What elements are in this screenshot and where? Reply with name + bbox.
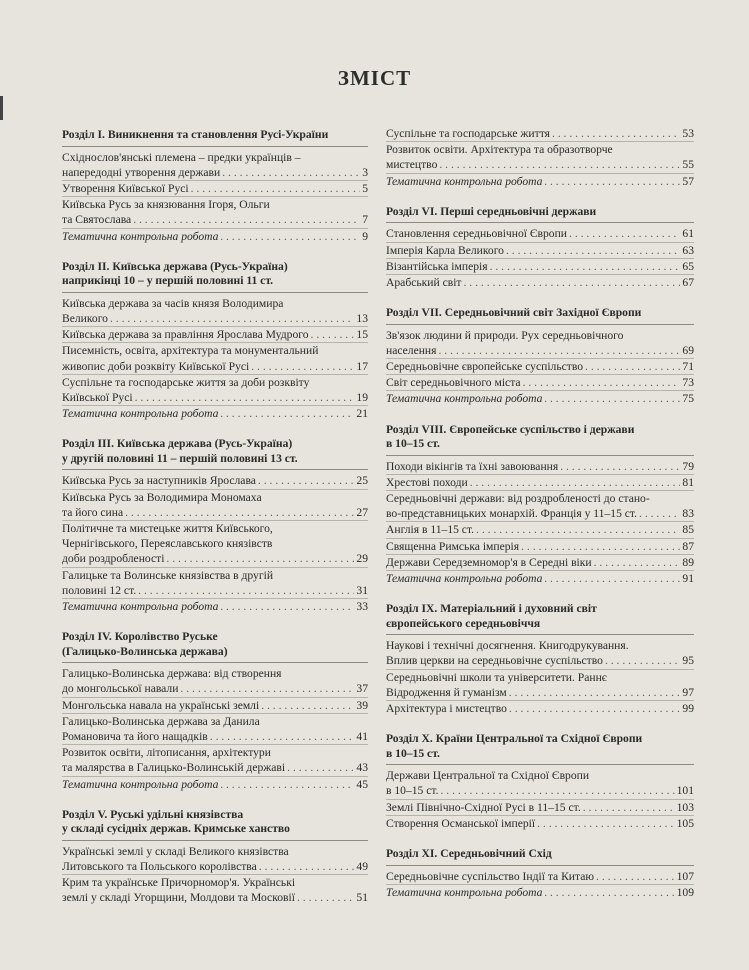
entry-title: Литовського та Польського королівства: [62, 860, 257, 873]
entry-last-line: [62, 327, 368, 342]
dot-leader: [110, 311, 354, 326]
toc-entry[interactable]: [386, 768, 694, 798]
page-number: 81: [682, 475, 694, 489]
dot-leader: [125, 505, 354, 520]
toc-entry[interactable]: [62, 374, 368, 405]
entry-title: Романовича та його нащадків: [62, 729, 208, 743]
entry-text: Наукові і технічні досягнення. Книгодрукування.: [386, 639, 629, 653]
entry-text: Розвиток освіти, літописання, архітектури: [62, 746, 271, 760]
dot-leader: [476, 522, 680, 537]
entry-last-line: [386, 243, 694, 258]
toc-section: [62, 808, 368, 906]
section-title: Розділ VI. Перші середньовічні держави: [386, 205, 694, 224]
entry-title: Тематична контрольна робота: [62, 407, 219, 421]
toc-entry[interactable]: [386, 173, 694, 189]
toc-entry[interactable]: [62, 697, 368, 713]
toc-entry[interactable]: [386, 490, 694, 521]
entry-last-line: [62, 760, 368, 775]
dot-leader: [251, 359, 354, 374]
section-title: Розділ IV. Королівство Руське (Галицько-Волинська держава): [62, 630, 368, 663]
page-number: 5: [362, 181, 368, 195]
page-number: 15: [356, 328, 368, 342]
page-number: 29: [356, 552, 368, 566]
entry-text: Держави Центральної та Східної Європи: [386, 769, 590, 783]
entry-title: Вплив церкви на середньовічне суспільство: [386, 654, 603, 668]
page-number: 103: [676, 800, 694, 814]
dot-leader: [222, 165, 360, 180]
entry-last-line: [62, 311, 368, 326]
toc-entry[interactable]: [62, 666, 368, 696]
dot-leader: [544, 391, 680, 406]
dot-leader: [261, 698, 354, 713]
section-title: Розділ IX. Матеріальний і духовний світ європейського середньовіччя: [386, 602, 694, 635]
dot-leader: [596, 869, 675, 884]
entry-last-line: [386, 539, 694, 554]
section-title: Розділ VIII. Європейське суспільство і держави в 10–15 ст.: [386, 423, 694, 456]
entry-last-line: [62, 859, 368, 874]
toc-section: [62, 260, 368, 422]
toc-entry[interactable]: [386, 258, 694, 274]
entry-title: Походи вікінгів та їхні завоювання: [386, 459, 559, 473]
dot-leader: [138, 583, 354, 598]
dot-leader: [220, 406, 354, 421]
entry-title: Київської Русі: [62, 390, 133, 404]
dot-leader: [583, 800, 675, 815]
entry-title: та його сина: [62, 505, 124, 519]
toc-section: [386, 205, 694, 290]
page-title: ЗМІСТ: [337, 66, 412, 90]
page-number: 25: [356, 474, 368, 488]
entry-title: Арабський світ: [386, 275, 462, 289]
entry-title: Тематична контрольна робота: [386, 392, 543, 406]
page-number: 33: [356, 599, 368, 613]
entry-title: во-представницьких монархій. Франція у 11–15 ст.: [386, 507, 638, 521]
toc-entry[interactable]: [386, 554, 694, 570]
toc-entry[interactable]: [62, 228, 368, 244]
toc-entry[interactable]: [386, 869, 694, 884]
toc-entry[interactable]: [386, 474, 694, 490]
entry-last-line: [386, 459, 694, 474]
entry-last-line: [386, 375, 694, 390]
section-title: Розділ X. Країни Центральної та Східної Європи в 10–15 ст.: [386, 732, 694, 765]
page-number: 17: [356, 359, 368, 373]
dot-leader: [569, 226, 680, 241]
page-number: 3: [362, 165, 368, 179]
entry-last-line: [62, 681, 368, 696]
entry-last-line: [62, 729, 368, 744]
dot-leader: [523, 375, 681, 390]
entry-text: Писемність, освіта, архітектура та монументальний: [62, 344, 319, 358]
page-number: 21: [356, 407, 368, 421]
toc-left-column: [62, 128, 368, 922]
toc-entry[interactable]: [386, 521, 694, 537]
toc-entry[interactable]: [386, 126, 694, 141]
page-number: 67: [682, 275, 694, 289]
page-number: 101: [676, 784, 694, 798]
dot-leader: [297, 890, 354, 905]
page-number: 83: [682, 507, 694, 521]
toc-section: [386, 847, 694, 900]
dot-leader: [210, 729, 355, 744]
toc-entry[interactable]: [386, 390, 694, 406]
toc-entry[interactable]: [62, 296, 368, 326]
toc-entry[interactable]: [62, 150, 368, 180]
page-number: 9: [362, 229, 368, 243]
toc-entry[interactable]: [62, 405, 368, 421]
toc-entry[interactable]: [386, 274, 694, 290]
dot-leader: [544, 174, 680, 189]
page-number: 109: [676, 885, 694, 899]
toc-entry[interactable]: [62, 342, 368, 373]
toc-entry[interactable]: [62, 326, 368, 342]
entry-text: Крим та українське Причорномор'я. Українські: [62, 876, 296, 890]
dot-leader: [220, 599, 354, 614]
section-title: Розділ V. Руські удільні князівства у складі сусідніх держав. Кримське ханство: [62, 808, 368, 841]
page-number: 87: [682, 539, 694, 553]
page-number: 39: [356, 698, 368, 712]
page-number: 7: [362, 213, 368, 227]
toc-entry[interactable]: [62, 567, 368, 598]
entry-title: Монгольська навала на українські землі: [62, 698, 260, 712]
dot-leader: [544, 571, 680, 586]
entry-title: до монгольської навали: [62, 682, 179, 696]
toc-section: [62, 630, 368, 792]
entry-title: Тематична контрольна робота: [62, 229, 219, 243]
dot-leader: [509, 685, 681, 700]
entry-title: мистецтво: [386, 158, 438, 172]
entry-title: живопис доби розквіту Київської Русі: [62, 359, 250, 373]
entry-text: Зв'язок людини й природи. Рух середньовічного: [386, 328, 624, 342]
toc-entry[interactable]: [386, 226, 694, 241]
entry-last-line: [386, 783, 694, 798]
toc-entry[interactable]: [386, 358, 694, 374]
dot-leader: [506, 243, 680, 258]
dot-leader: [464, 275, 681, 290]
dot-leader: [220, 777, 354, 792]
dot-leader: [560, 459, 680, 474]
page-number: 105: [676, 816, 694, 830]
entry-last-line: [386, 275, 694, 290]
entry-title: Середньовічне суспільство Індії та Китаю: [386, 869, 595, 883]
entry-title: землі у складі Угорщини, Молдови та Московії: [62, 891, 295, 905]
toc-entry[interactable]: [62, 874, 368, 905]
entry-last-line: [62, 406, 368, 421]
entry-title: в 10–15 ст.: [386, 784, 439, 798]
entry-last-line: [62, 583, 368, 598]
toc-right-column: [386, 126, 694, 916]
dot-leader: [180, 681, 354, 696]
toc-section: [386, 732, 694, 831]
dot-leader: [259, 859, 355, 874]
entry-title: Тематична контрольна робота: [62, 777, 219, 791]
dot-leader: [166, 551, 354, 566]
page-number: 95: [682, 654, 694, 668]
entry-title: та Святослава: [62, 213, 132, 227]
page-number: 73: [682, 376, 694, 390]
entry-last-line: [386, 685, 694, 700]
entry-title: Відродження й гуманізм: [386, 685, 507, 699]
page-number: 65: [682, 259, 694, 273]
entry-last-line: [386, 816, 694, 831]
page-number: 41: [356, 729, 368, 743]
entry-last-line: [386, 343, 694, 358]
entry-title: Тематична контрольна робота: [62, 599, 219, 613]
entry-last-line: [386, 126, 694, 141]
toc-entry[interactable]: [386, 884, 694, 900]
dot-leader: [639, 506, 680, 521]
entry-title: Держави Середземномор'я в Середні віки: [386, 555, 592, 569]
entry-last-line: [386, 800, 694, 815]
page-number: 63: [682, 243, 694, 257]
entry-title: Візантійська імперія: [386, 259, 488, 273]
entry-last-line: [386, 475, 694, 490]
dot-leader: [438, 343, 680, 358]
entry-title: Хрестові походи: [386, 475, 468, 489]
entry-title: Суспільне та господарське життя: [386, 127, 550, 140]
page-number: 45: [356, 777, 368, 791]
page-number: 69: [682, 343, 694, 357]
entry-last-line: [62, 777, 368, 792]
page-number: 61: [682, 227, 694, 241]
entry-title: Світ середньовічного міста: [386, 376, 521, 390]
entry-title: Землі Північно-Східної Русі в 11–15 ст.: [386, 800, 581, 814]
page-number: 55: [682, 158, 694, 172]
page-number: 97: [682, 685, 694, 699]
entry-text: Українські землі у складі Великого князівства: [62, 844, 289, 858]
page-number: 85: [682, 523, 694, 537]
page-number: 19: [356, 390, 368, 404]
entry-last-line: [62, 551, 368, 566]
entry-text: Галицько-Волинська держава за Данила: [62, 714, 260, 728]
entry-text: Політичне та мистецьке життя Київського, Чернігівського, Переяславського князівств: [62, 521, 273, 551]
dot-leader: [509, 701, 680, 716]
toc-entry[interactable]: [386, 799, 694, 815]
page-number: 13: [356, 311, 368, 325]
dot-leader: [191, 181, 361, 196]
entry-title: Київська Русь за наступників Ярослава: [62, 474, 256, 488]
entry-last-line: [386, 571, 694, 586]
entry-last-line: [62, 505, 368, 520]
entry-last-line: [62, 698, 368, 713]
dot-leader: [311, 327, 355, 342]
toc-entry[interactable]: [62, 844, 368, 874]
entry-last-line: [62, 229, 368, 244]
entry-title: Тематична контрольна робота: [386, 572, 543, 586]
entry-title: населення: [386, 343, 437, 357]
toc-section: [62, 437, 368, 614]
entry-text: Розвиток освіти. Архітектура та образотворче: [386, 143, 613, 157]
toc-section: [386, 306, 694, 407]
toc-entry[interactable]: [386, 242, 694, 258]
entry-text: Середньовічні держави: від роздробленості до стано-: [386, 492, 650, 506]
entry-last-line: [386, 174, 694, 189]
entry-last-line: [386, 391, 694, 406]
entry-text: Київська Русь за Володимира Мономаха: [62, 490, 262, 504]
toc-entry[interactable]: [386, 141, 694, 172]
toc-entry[interactable]: [386, 669, 694, 700]
entry-title: Архітектура і мистецтво: [386, 702, 507, 716]
toc-entry[interactable]: [386, 638, 694, 668]
entry-title: напередодні утворення держави: [62, 165, 221, 179]
page-number: 37: [356, 682, 368, 696]
entry-last-line: [386, 653, 694, 668]
scan-edge-mark: [0, 96, 3, 120]
page-number: 51: [356, 891, 368, 905]
page-number: 49: [356, 860, 368, 873]
page-number: 89: [682, 555, 694, 569]
dot-leader: [135, 390, 355, 405]
dot-leader: [258, 473, 354, 488]
entry-last-line: [386, 522, 694, 537]
dot-leader: [220, 229, 360, 244]
page-number: 43: [356, 761, 368, 775]
entry-last-line: [62, 473, 368, 488]
entry-title: Створення Османської імперії: [386, 816, 536, 830]
page-number: 91: [682, 572, 694, 586]
page-number: 99: [682, 702, 694, 716]
entry-last-line: [62, 212, 368, 227]
entry-title: та малярства в Галицько-Волинській державі: [62, 761, 286, 775]
section-title: Розділ ІІІ. Київська держава (Русь-Україна) у другій половині 11 – першій половині 13 ст.: [62, 437, 368, 470]
page-number: 27: [356, 505, 368, 519]
dot-leader: [552, 126, 680, 141]
entry-last-line: [62, 181, 368, 196]
dot-leader: [490, 259, 681, 274]
page-number: 75: [682, 392, 694, 406]
entry-last-line: [386, 359, 694, 374]
entry-last-line: [386, 869, 694, 884]
toc-entry[interactable]: [386, 538, 694, 554]
entry-title: Утворення Київської Русі: [62, 181, 189, 195]
entry-title: доби роздробленості: [62, 552, 165, 566]
entry-text: Східнослов'янські племена – предки українців –: [62, 150, 301, 164]
entry-text: Галицьке та Волинське князівства в другій: [62, 568, 274, 582]
toc-entry[interactable]: [62, 489, 368, 520]
dot-leader: [544, 885, 674, 900]
toc-entry[interactable]: [62, 776, 368, 792]
entry-last-line: [386, 259, 694, 274]
dot-leader: [439, 157, 680, 172]
entry-last-line: [386, 157, 694, 172]
entry-last-line: [386, 555, 694, 570]
entry-last-line: [386, 226, 694, 241]
entry-last-line: [62, 165, 368, 180]
toc-entry[interactable]: [386, 700, 694, 716]
entry-last-line: [386, 506, 694, 521]
dot-leader: [537, 816, 675, 831]
toc-entry[interactable]: [386, 570, 694, 586]
toc-entry[interactable]: [62, 473, 368, 488]
entry-title: Середньовічне європейське суспільство: [386, 360, 584, 374]
section-title: Розділ І. Виникнення та становлення Русі-України: [62, 128, 368, 147]
dot-leader: [470, 475, 681, 490]
entry-title: Тематична контрольна робота: [386, 174, 543, 188]
entry-last-line: [386, 885, 694, 900]
dot-leader: [521, 539, 680, 554]
toc-entry[interactable]: [62, 520, 368, 567]
toc-entry[interactable]: [62, 180, 368, 196]
entry-title: Київська держава за правління Ярослава Мудрого: [62, 328, 309, 342]
section-title: Розділ ІІ. Київська держава (Русь-Україна) наприкінці 10 – у першій половині 11 ст.: [62, 260, 368, 293]
entry-title: Тематична контрольна робота: [386, 885, 543, 899]
entry-text: Галицько-Волинська держава: від створення: [62, 667, 282, 681]
entry-last-line: [62, 599, 368, 614]
entry-text: Київська Русь за князювання Ігоря, Ольги: [62, 198, 270, 212]
page-number: 57: [682, 174, 694, 188]
toc-entry[interactable]: [62, 744, 368, 775]
toc-entry[interactable]: [386, 374, 694, 390]
toc-entry[interactable]: [62, 196, 368, 227]
dot-leader: [441, 783, 675, 798]
entry-last-line: [62, 890, 368, 905]
dot-leader: [585, 359, 680, 374]
page-number: 107: [676, 869, 694, 883]
toc-entry[interactable]: [386, 459, 694, 474]
entry-title: половині 12 ст.: [62, 583, 137, 597]
entry-last-line: [386, 701, 694, 716]
page-number: 71: [682, 360, 694, 374]
entry-text: Середньовічні школи та університети. Раннє: [386, 670, 607, 684]
dot-leader: [133, 212, 360, 227]
entry-text: Київська держава за часів князя Володимира: [62, 296, 284, 310]
dot-leader: [594, 555, 681, 570]
section-title: Розділ XI. Середньовічний Схід: [386, 847, 694, 866]
toc-section: [386, 423, 694, 587]
toc-entry[interactable]: [62, 713, 368, 744]
entry-title: Священна Римська імперія: [386, 539, 520, 553]
entry-title: Англія в 11–15 ст.: [386, 523, 475, 537]
entry-title: Великого: [62, 311, 108, 325]
entry-text: Суспільне та господарське життя за доби розквіту: [62, 375, 310, 389]
page-number: 53: [682, 127, 694, 140]
toc-entry[interactable]: [62, 598, 368, 614]
toc-entry[interactable]: [386, 328, 694, 358]
section-title: Розділ VII. Середньовічний світ Західної Європи: [386, 306, 694, 325]
toc-section: [386, 602, 694, 716]
entry-title: Становлення середньовічної Європи: [386, 227, 568, 241]
entry-title: Імперія Карла Великого: [386, 243, 504, 257]
dot-leader: [287, 760, 354, 775]
dot-leader: [605, 653, 680, 668]
toc-section: [386, 126, 694, 189]
page-number: 31: [356, 583, 368, 597]
toc-section: [62, 128, 368, 244]
entry-last-line: [62, 390, 368, 405]
page-number: 79: [682, 459, 694, 473]
entry-last-line: [62, 359, 368, 374]
toc-entry[interactable]: [386, 815, 694, 831]
